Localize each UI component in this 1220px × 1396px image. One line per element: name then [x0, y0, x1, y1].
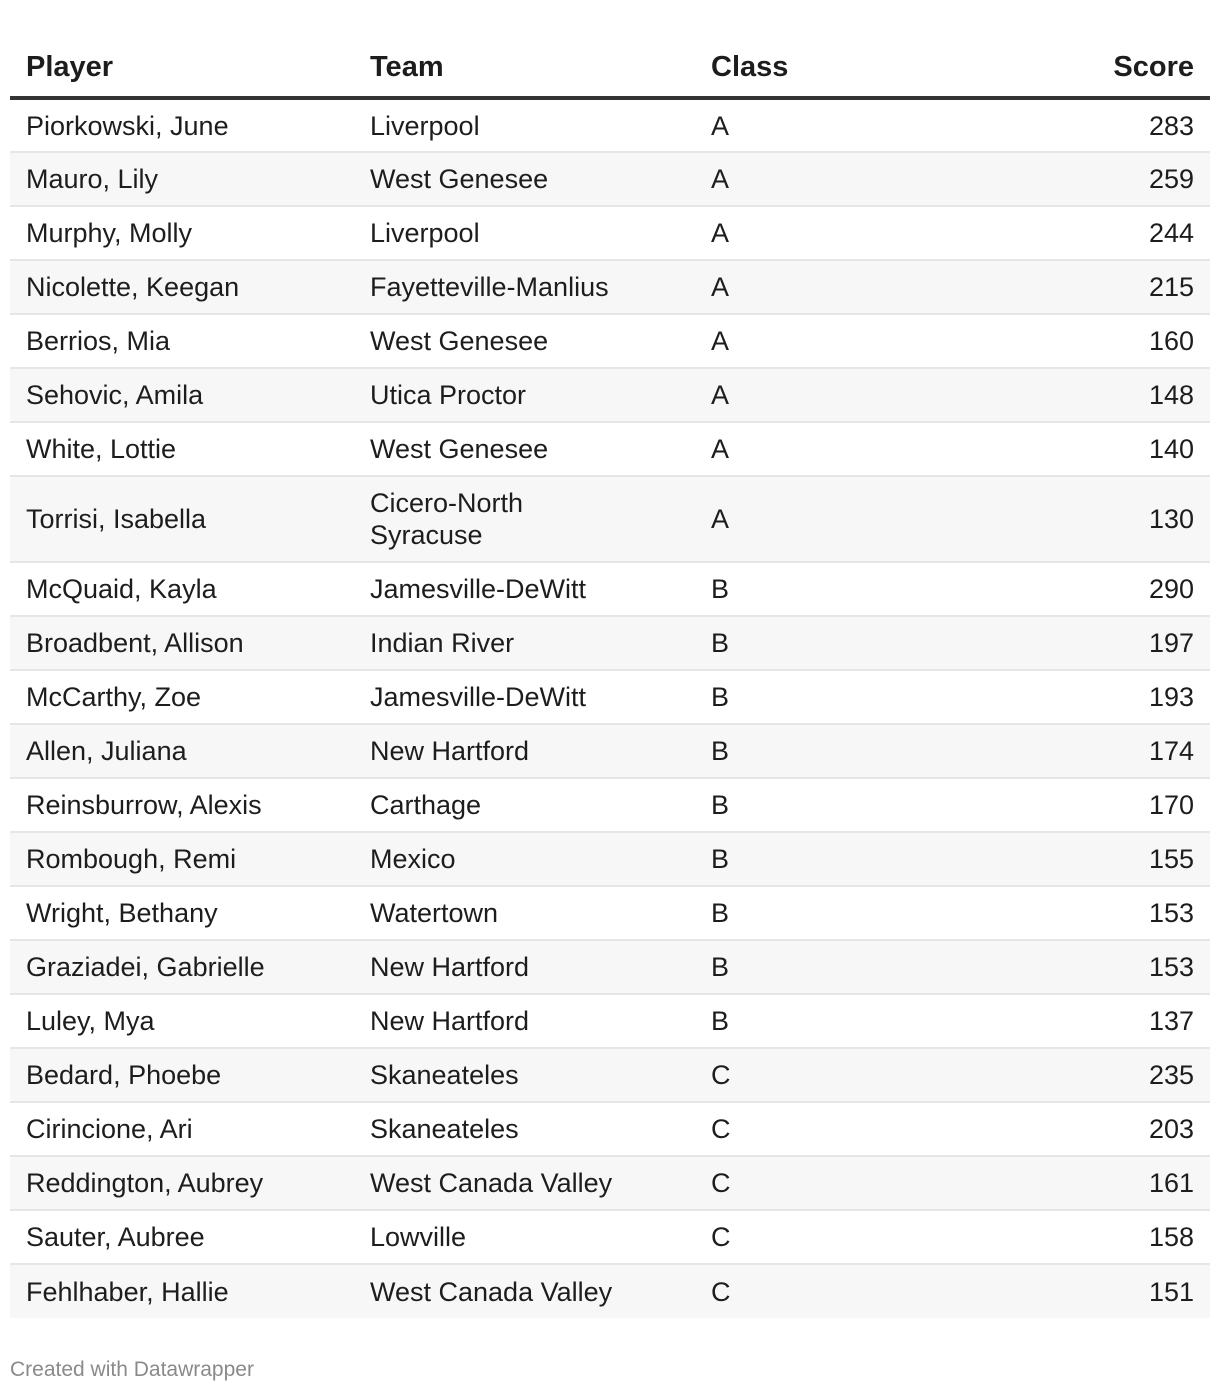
- team-label: West Genesee: [370, 434, 549, 464]
- table-row: [10, 98, 1210, 152]
- table-row: [10, 1048, 1210, 1102]
- cell-class: A: [695, 260, 895, 314]
- cell-team: [354, 832, 695, 886]
- team-label: Liverpool: [370, 218, 480, 248]
- cell-score: 193: [895, 670, 1210, 724]
- team-label: Jamesville-DeWitt: [370, 682, 587, 712]
- cell-team: [354, 476, 695, 562]
- cell-class: B: [695, 562, 895, 616]
- cell-team: [354, 422, 695, 476]
- cell-score: 244: [895, 206, 1210, 260]
- cell-player: Allen, Juliana: [10, 724, 354, 778]
- team-label: Liverpool: [370, 110, 480, 141]
- team-label: Carthage: [370, 790, 482, 820]
- cell-score: 235: [895, 1048, 1210, 1102]
- cell-player: Reinsburrow, Alexis: [10, 778, 354, 832]
- cell-team: [354, 616, 695, 670]
- team-label: New Hartford: [370, 1006, 530, 1036]
- cell-class: B: [695, 994, 895, 1048]
- cell-player: Nicolette, Keegan: [10, 260, 354, 314]
- team-label: West Genesee: [370, 326, 549, 356]
- header-row: [10, 0, 1210, 98]
- cell-player: Cirincione, Ari: [10, 1102, 354, 1156]
- table-row: [10, 368, 1210, 422]
- team-label: Jamesville-DeWitt: [370, 574, 587, 604]
- cell-player: Sehovic, Amila: [10, 368, 354, 422]
- scores-table: [10, 0, 1210, 1318]
- cell-team: [354, 1156, 695, 1210]
- cell-team: [354, 152, 695, 206]
- table-row: [10, 778, 1210, 832]
- cell-class: A: [695, 314, 895, 368]
- team-label: Cicero-North Syracuse: [370, 488, 524, 550]
- team-label: West Genesee: [370, 164, 549, 194]
- cell-class: B: [695, 886, 895, 940]
- cell-team: [354, 778, 695, 832]
- cell-class: B: [695, 778, 895, 832]
- cell-player: White, Lottie: [10, 422, 354, 476]
- table-row: [10, 476, 1210, 562]
- table-row: [10, 422, 1210, 476]
- cell-score: 259: [895, 152, 1210, 206]
- datawrapper-credit: Created with Datawrapper: [10, 1358, 254, 1381]
- team-label: Mexico: [370, 844, 456, 874]
- cell-class: A: [695, 422, 895, 476]
- cell-player: Graziadei, Gabrielle: [10, 940, 354, 994]
- cell-class: B: [695, 616, 895, 670]
- cell-score: 215: [895, 260, 1210, 314]
- table-row: [10, 832, 1210, 886]
- cell-class: B: [695, 670, 895, 724]
- team-label: West Canada Valley: [370, 1168, 613, 1198]
- table-row: [10, 206, 1210, 260]
- cell-score: 283: [895, 98, 1210, 152]
- cell-class: A: [695, 152, 895, 206]
- cell-class: A: [695, 98, 895, 152]
- cell-team: [354, 314, 695, 368]
- data-table-container: [10, 0, 1210, 1318]
- cell-score: 148: [895, 368, 1210, 422]
- cell-player: Broadbent, Allison: [10, 616, 354, 670]
- cell-class: C: [695, 1048, 895, 1102]
- team-label: Skaneateles: [370, 1114, 519, 1144]
- cell-score: 160: [895, 314, 1210, 368]
- cell-player: Sauter, Aubree: [10, 1210, 354, 1264]
- cell-team: [354, 562, 695, 616]
- table-row: [10, 940, 1210, 994]
- cell-class: C: [695, 1264, 895, 1318]
- table-row: [10, 670, 1210, 724]
- table-row: [10, 1156, 1210, 1210]
- cell-score: 130: [895, 476, 1210, 562]
- column-header-score[interactable]: Score: [895, 0, 1210, 98]
- cell-score: 158: [895, 1210, 1210, 1264]
- cell-team: [354, 1102, 695, 1156]
- cell-score: 203: [895, 1102, 1210, 1156]
- cell-player: McQuaid, Kayla: [10, 562, 354, 616]
- cell-team: [354, 1048, 695, 1102]
- column-header-class[interactable]: Class: [695, 0, 895, 98]
- cell-player: McCarthy, Zoe: [10, 670, 354, 724]
- cell-class: C: [695, 1210, 895, 1264]
- cell-team: [354, 260, 695, 314]
- table-row: [10, 562, 1210, 616]
- cell-team: [354, 940, 695, 994]
- cell-team: [354, 994, 695, 1048]
- cell-class: A: [695, 368, 895, 422]
- cell-class: B: [695, 832, 895, 886]
- cell-team: [354, 206, 695, 260]
- team-label: Fayetteville-Manlius: [370, 272, 609, 302]
- cell-score: 151: [895, 1264, 1210, 1318]
- cell-score: 174: [895, 724, 1210, 778]
- cell-team: [354, 1264, 695, 1318]
- cell-player: Luley, Mya: [10, 994, 354, 1048]
- cell-team: [354, 368, 695, 422]
- table-body: [10, 98, 1210, 1318]
- team-label: Skaneateles: [370, 1060, 519, 1090]
- cell-class: A: [695, 206, 895, 260]
- team-label: New Hartford: [370, 736, 530, 766]
- table-header: [10, 0, 1210, 98]
- team-label: Indian River: [370, 628, 515, 658]
- cell-player: Reddington, Aubrey: [10, 1156, 354, 1210]
- team-label: Utica Proctor: [370, 380, 527, 410]
- cell-score: 161: [895, 1156, 1210, 1210]
- cell-player: Torrisi, Isabella: [10, 476, 354, 562]
- cell-score: 290: [895, 562, 1210, 616]
- team-label: New Hartford: [370, 952, 530, 982]
- cell-player: Mauro, Lily: [10, 152, 354, 206]
- cell-team: [354, 98, 695, 152]
- table-row: [10, 314, 1210, 368]
- cell-class: C: [695, 1102, 895, 1156]
- cell-team: [354, 886, 695, 940]
- table-row: [10, 1102, 1210, 1156]
- cell-player: Fehlhaber, Hallie: [10, 1264, 354, 1318]
- cell-team: [354, 1210, 695, 1264]
- table-row: [10, 886, 1210, 940]
- table-row: [10, 994, 1210, 1048]
- table-row: [10, 260, 1210, 314]
- cell-player: Wright, Bethany: [10, 886, 354, 940]
- table-row: [10, 724, 1210, 778]
- column-header-player[interactable]: Player: [10, 0, 354, 98]
- table-row: [10, 1210, 1210, 1264]
- team-label: Watertown: [370, 898, 499, 928]
- cell-class: C: [695, 1156, 895, 1210]
- team-label: Lowville: [370, 1222, 467, 1252]
- cell-score: 197: [895, 616, 1210, 670]
- cell-score: 140: [895, 422, 1210, 476]
- cell-team: [354, 670, 695, 724]
- cell-class: B: [695, 724, 895, 778]
- cell-team: [354, 724, 695, 778]
- table-row: [10, 152, 1210, 206]
- cell-score: 153: [895, 886, 1210, 940]
- cell-class: A: [695, 476, 895, 562]
- column-header-team[interactable]: Team: [354, 0, 695, 98]
- cell-player: Rombough, Remi: [10, 832, 354, 886]
- cell-score: 137: [895, 994, 1210, 1048]
- cell-player: Berrios, Mia: [10, 314, 354, 368]
- cell-player: Piorkowski, June: [10, 98, 354, 152]
- team-label: West Canada Valley: [370, 1276, 613, 1307]
- table-row: [10, 616, 1210, 670]
- cell-score: 153: [895, 940, 1210, 994]
- cell-score: 155: [895, 832, 1210, 886]
- cell-player: Murphy, Molly: [10, 206, 354, 260]
- cell-player: Bedard, Phoebe: [10, 1048, 354, 1102]
- table-row: [10, 1264, 1210, 1318]
- cell-score: 170: [895, 778, 1210, 832]
- cell-class: B: [695, 940, 895, 994]
